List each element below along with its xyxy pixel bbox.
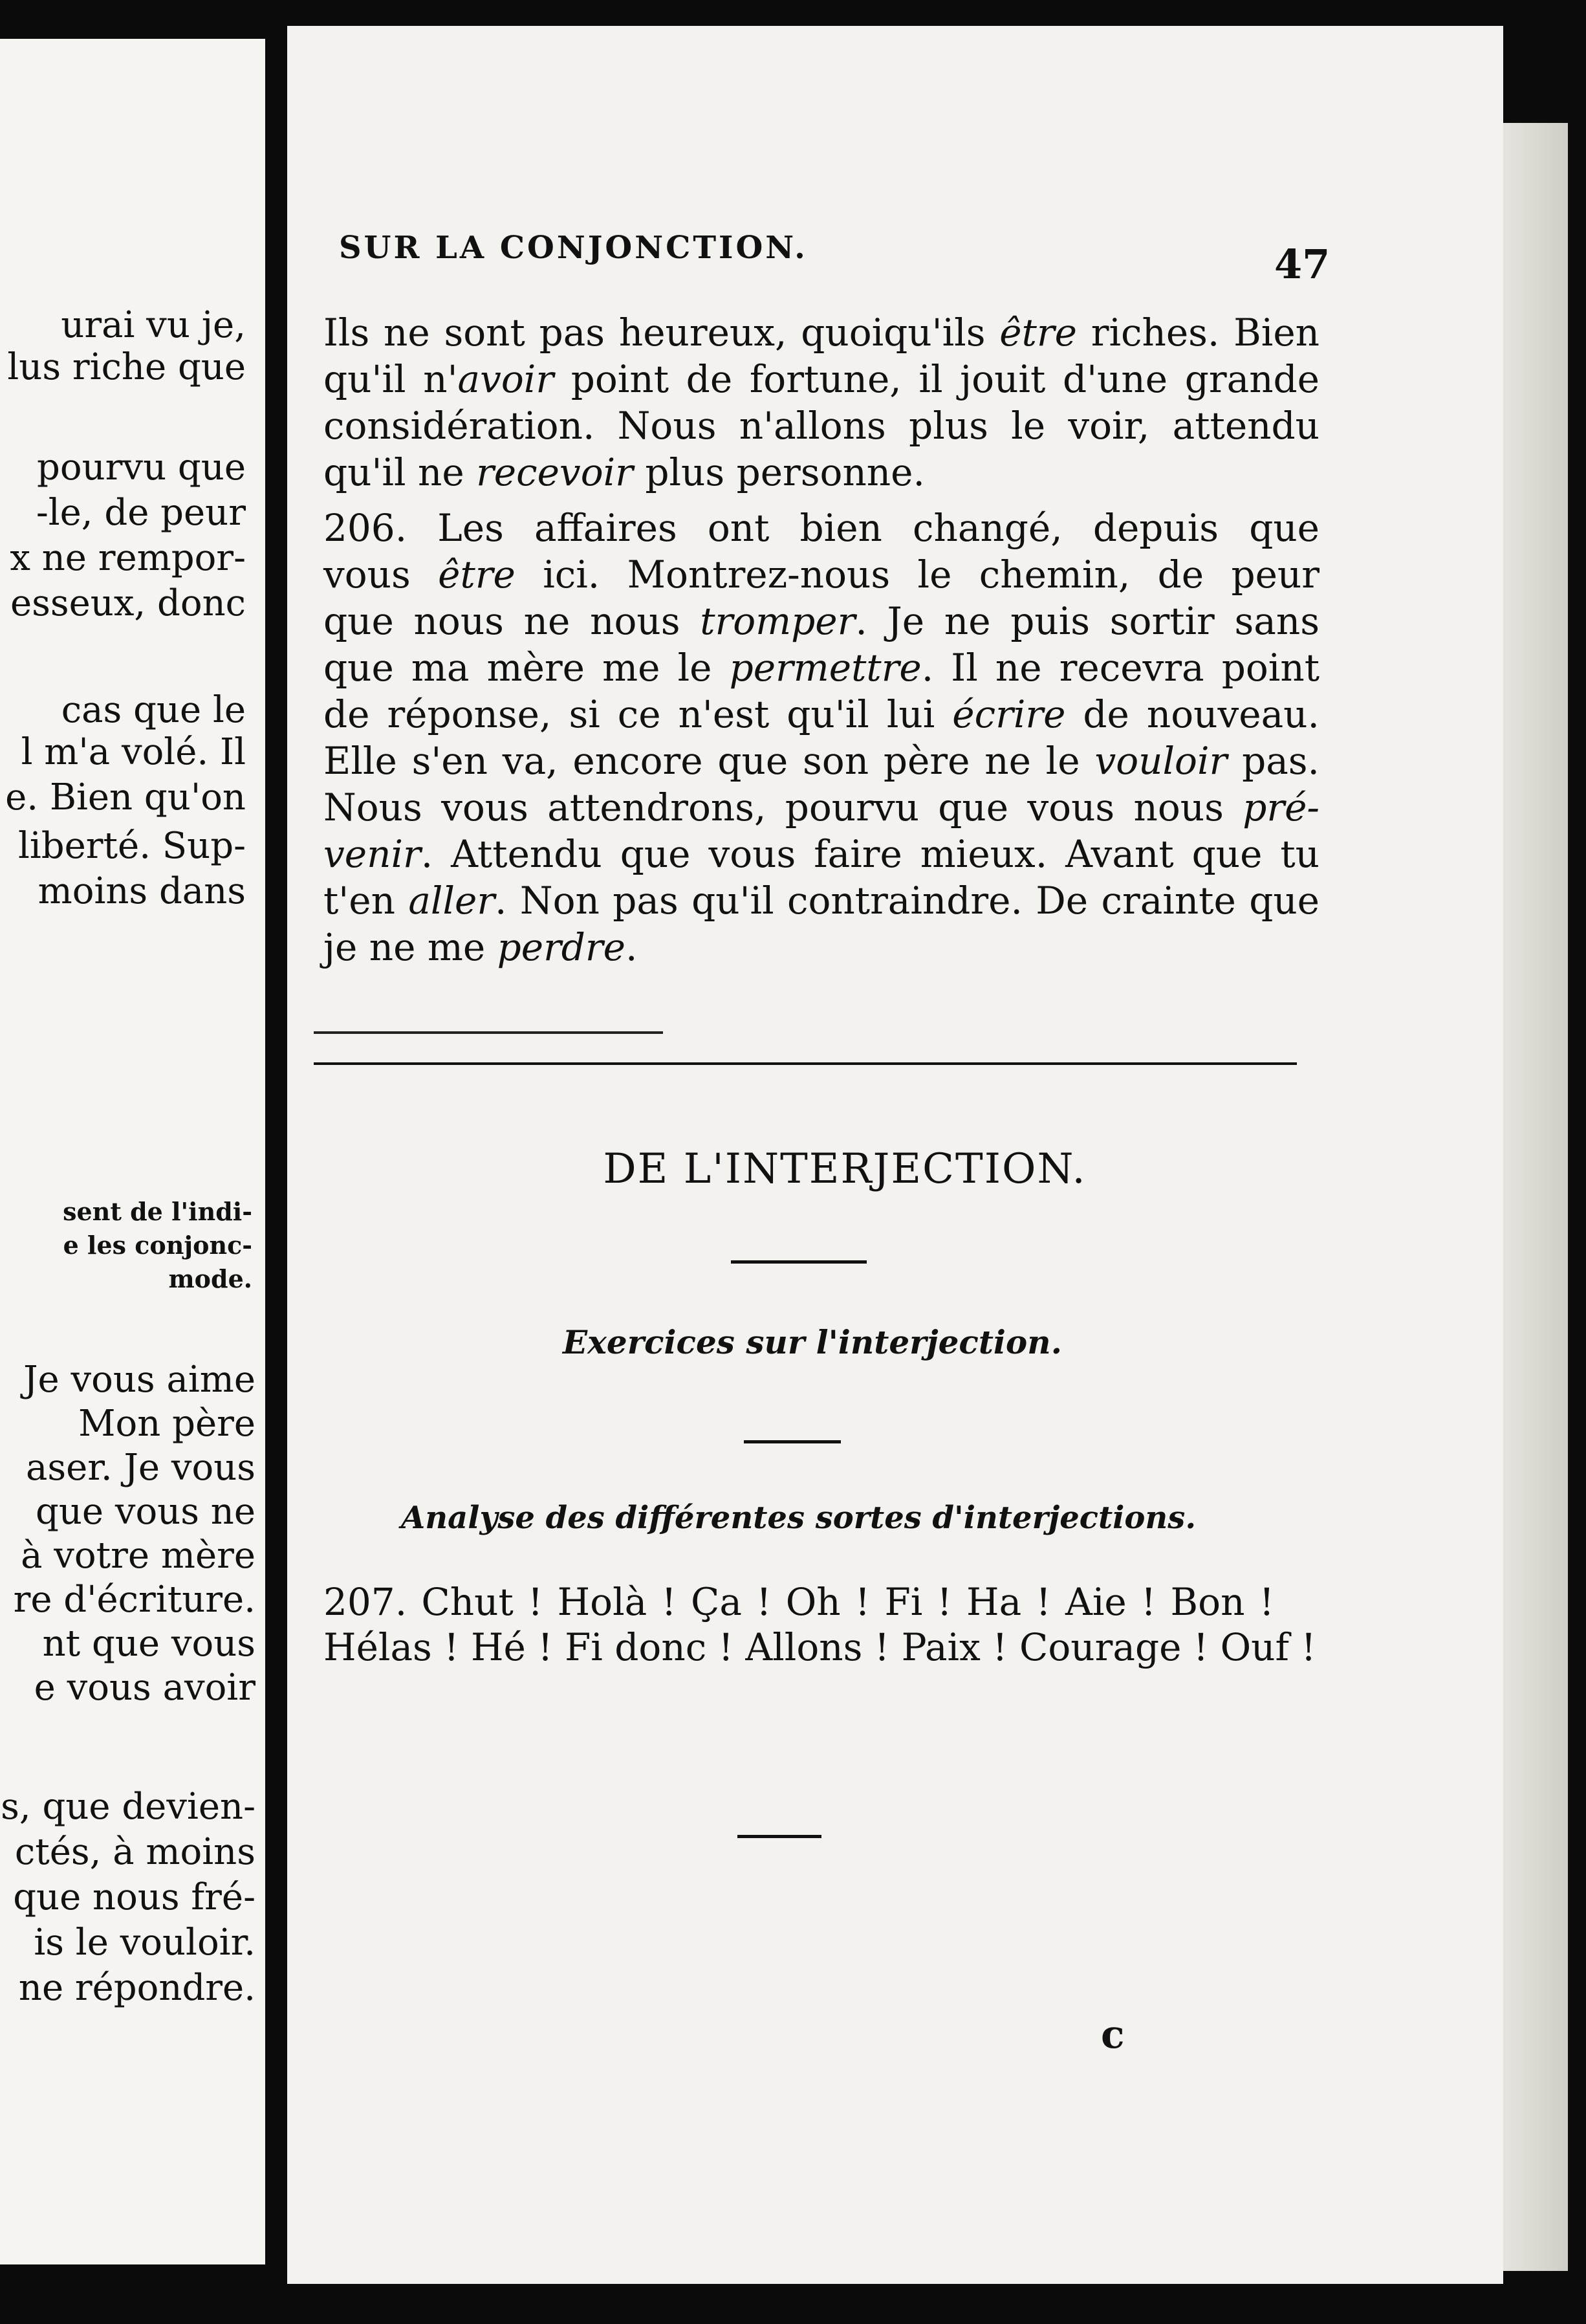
- para2-line: venir. Attendu que vous faire mieux. Avant que tu: [323, 832, 1320, 876]
- para2-line: Elle s'en va, encore que son père ne le vouloir pas.: [323, 739, 1320, 783]
- exercise-subtitle: Exercices sur l'interjection.: [563, 1323, 1063, 1361]
- para2-line: t'en aller. Non pas qu'il contraindre. De crainte que: [323, 879, 1320, 923]
- left-page-line: ctés, à moins: [14, 1831, 255, 1873]
- left-page-line: e vous avoir: [34, 1667, 255, 1709]
- short-rule-1: [731, 1260, 867, 1264]
- running-head: SUR LA CONJONCTION.: [339, 230, 808, 266]
- left-page-line: Je vous aime: [23, 1359, 255, 1401]
- left-page-footnote-line: mode.: [168, 1264, 252, 1293]
- page-edge: [1503, 123, 1568, 2271]
- para1-line: qu'il n'avoir point de fortune, il jouit d'une grande: [323, 357, 1320, 401]
- left-page-line: urai vu je,: [61, 304, 246, 346]
- para2-line: vous être ici. Montrez-nous le chemin, de peur: [323, 553, 1320, 597]
- exercise-207-line-2: Hélas ! Hé ! Fi donc ! Allons ! Paix ! Courage ! Ouf !: [323, 1625, 1316, 1669]
- signature-mark: c: [1101, 2012, 1125, 2057]
- left-page-line: e. Bien qu'on: [5, 776, 246, 818]
- left-page-line: liberté. Sup-: [17, 825, 246, 867]
- left-page-line: que vous ne: [35, 1491, 255, 1533]
- left-page-line: pourvu que: [37, 446, 246, 488]
- para2-line: de réponse, si ce n'est qu'il lui écrire de nouveau.: [323, 692, 1320, 736]
- para2-line: 206. Les affaires ont bien changé, depuis que: [323, 506, 1320, 550]
- left-page-line: x ne rempor-: [10, 537, 246, 579]
- para1-line: Ils ne sont pas heureux, quoiqu'ils être riches. Bien: [323, 311, 1320, 355]
- para1-line: qu'il ne recevoir plus personne.: [323, 450, 925, 494]
- thin-rule: [314, 1031, 663, 1034]
- left-page-line: moins dans: [38, 870, 246, 912]
- exercise-207-line-1: 207. Chut ! Holà ! Ça ! Oh ! Fi ! Ha ! Aie ! Bon !: [323, 1580, 1274, 1624]
- left-page-line: lus riche que: [7, 346, 246, 388]
- short-rule-2: [744, 1440, 841, 1443]
- left-page-line: à votre mère: [21, 1535, 255, 1577]
- short-rule-3: [737, 1835, 821, 1838]
- left-page-line: is le vouloir.: [34, 1922, 255, 1964]
- left-page-footnote-line: sent de l'indi-: [63, 1197, 252, 1226]
- left-page-line: nt que vous: [42, 1623, 255, 1665]
- para2-line: que nous ne nous tromper. Je ne puis sortir sans: [323, 599, 1320, 643]
- section-title-text: DE L'INTERJECTION.: [603, 1145, 1087, 1193]
- section-rule: [314, 1062, 1297, 1065]
- left-page-line: cas que le: [61, 689, 246, 731]
- left-page-line: ne répondre.: [18, 1967, 255, 2009]
- left-page-line: re d'écriture.: [13, 1579, 255, 1621]
- left-page-line: -le, de peur: [36, 492, 246, 534]
- page-number: 47: [1274, 241, 1331, 288]
- left-page-line: que nous fré-: [13, 1876, 255, 1918]
- left-page-line: aser. Je vous: [25, 1447, 255, 1489]
- analysis-subtitle: Analyse des différentes sortes d'interjections.: [401, 1500, 1197, 1536]
- para1-line: considération. Nous n'allons plus le voir, attendu: [323, 404, 1320, 448]
- para2-line: je ne me perdre.: [323, 925, 638, 969]
- left-page-line: l m'a volé. Il: [21, 731, 246, 773]
- left-page-line: s, que devien-: [1, 1786, 255, 1828]
- left-page-line: Mon père: [78, 1403, 255, 1445]
- left-page-line: esseux, donc: [10, 582, 246, 624]
- section-title: [0, 1145, 1586, 1193]
- left-page-footnote-line: e les conjonc-: [63, 1231, 252, 1260]
- para2-line: que ma mère me le permettre. Il ne recevra point: [323, 646, 1320, 690]
- para2-line: Nous vous attendrons, pourvu que vous nous pré-: [323, 785, 1320, 829]
